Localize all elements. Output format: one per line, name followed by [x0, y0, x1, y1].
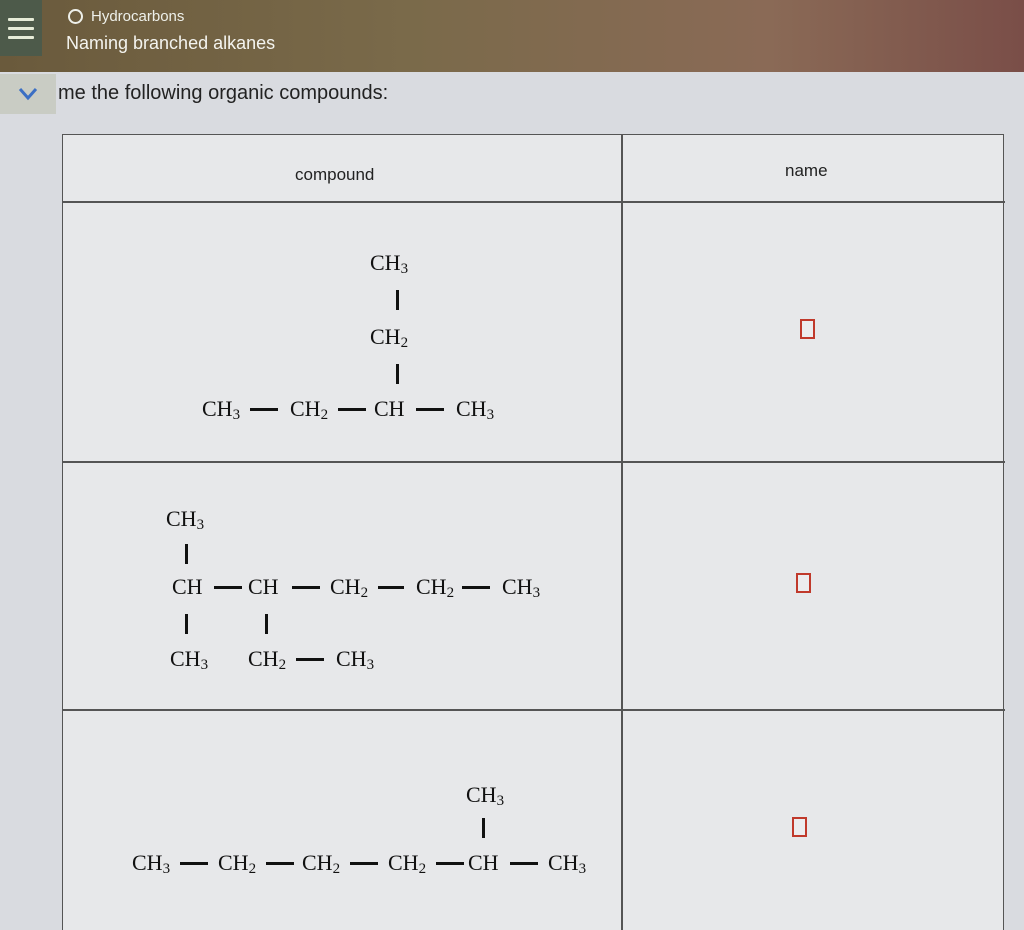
- bond-vertical: [185, 544, 188, 564]
- bond-horizontal: [296, 658, 324, 661]
- hamburger-icon: [8, 27, 34, 30]
- bond-horizontal: [292, 586, 320, 589]
- bond-horizontal: [436, 862, 464, 865]
- chem-group: $CH_3$: [132, 850, 171, 877]
- collapse-button[interactable]: [0, 74, 56, 114]
- instruction-text: me the following organic compounds:: [58, 82, 389, 104]
- chem-group: $CH_2$: [416, 574, 455, 601]
- chem-group: $CH_3$: [166, 506, 205, 533]
- chem-group: $CH_3$: [336, 646, 375, 673]
- row-divider: [63, 709, 1005, 711]
- topic-text: Hydrocarbons: [91, 8, 185, 25]
- app-header: [0, 0, 1024, 72]
- chem-group: $CH_2$: [218, 850, 257, 877]
- bond-horizontal: [416, 408, 444, 411]
- chem-group: $CH_3$: [370, 250, 409, 277]
- row-divider: [63, 461, 1005, 463]
- chem-group: $CH_2$: [248, 646, 287, 673]
- bond-horizontal: [180, 862, 208, 865]
- chem-group: $CH_2$: [388, 850, 427, 877]
- bond-horizontal: [214, 586, 242, 589]
- answer-input-1[interactable]: [800, 319, 815, 339]
- chem-group: CH: [374, 396, 405, 421]
- column-header-name: name: [785, 161, 828, 180]
- chem-group: CH: [468, 850, 499, 875]
- chem-group: CH: [172, 574, 203, 599]
- chem-group: CH: [248, 574, 279, 599]
- chem-group: $CH_2$: [370, 324, 409, 351]
- chem-group: $CH_3$: [466, 782, 505, 809]
- chem-group: $CH_3$: [502, 574, 541, 601]
- bond-horizontal: [266, 862, 294, 865]
- bond-horizontal: [250, 408, 278, 411]
- bond-vertical: [482, 818, 485, 838]
- bond-vertical: [265, 614, 268, 634]
- hamburger-menu-button[interactable]: [0, 0, 42, 56]
- bond-horizontal: [350, 862, 378, 865]
- chem-group: $CH_3$: [548, 850, 587, 877]
- column-divider: [621, 135, 623, 930]
- bond-horizontal: [338, 408, 366, 411]
- row-divider: [63, 201, 1005, 203]
- chevron-down-icon: [17, 86, 39, 102]
- topic-label: [68, 8, 184, 25]
- bond-vertical: [396, 290, 399, 310]
- chem-group: $CH_3$: [456, 396, 495, 423]
- answer-input-2[interactable]: [796, 573, 811, 593]
- answer-input-3[interactable]: [792, 817, 807, 837]
- chem-group: $CH_3$: [170, 646, 209, 673]
- bond-horizontal: [462, 586, 490, 589]
- bond-vertical: [396, 364, 399, 384]
- bond-horizontal: [378, 586, 404, 589]
- bond-horizontal: [510, 862, 538, 865]
- bond-vertical: [185, 614, 188, 634]
- circle-icon: [68, 9, 83, 24]
- hamburger-icon: [8, 36, 34, 39]
- chem-group: $CH_3$: [202, 396, 241, 423]
- page-title: Naming branched alkanes: [66, 33, 276, 53]
- chem-group: $CH_2$: [302, 850, 341, 877]
- chem-group: $CH_2$: [330, 574, 369, 601]
- column-header-compound: compound: [295, 165, 375, 184]
- hamburger-icon: [8, 18, 34, 21]
- chem-group: $CH_2$: [290, 396, 329, 423]
